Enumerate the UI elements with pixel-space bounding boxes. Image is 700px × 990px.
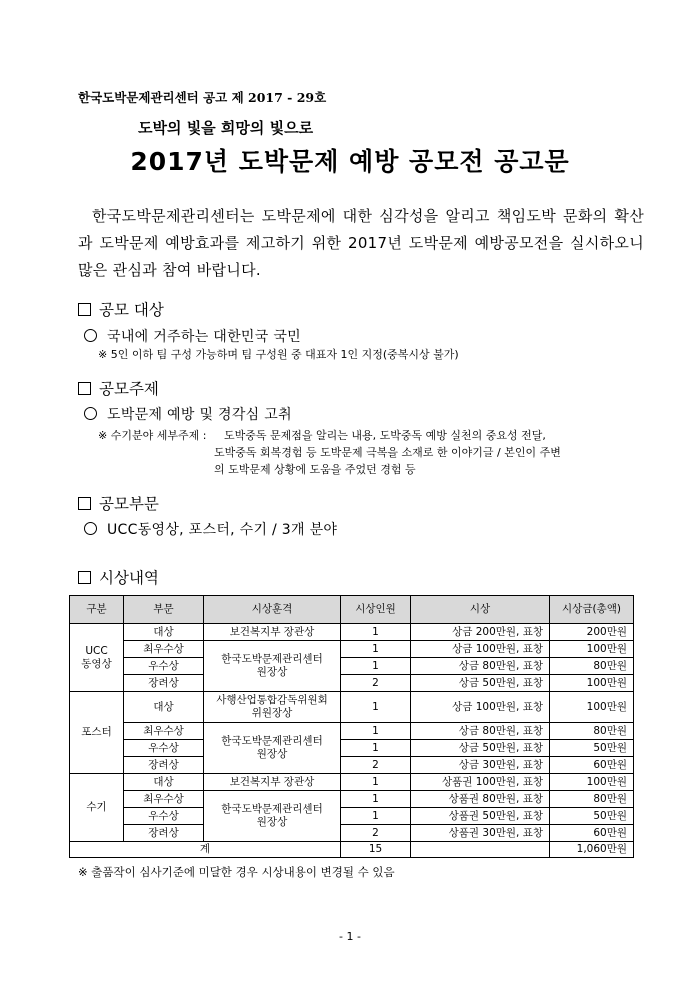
category-item bbox=[84, 519, 337, 539]
checkbox-square-icon bbox=[78, 303, 91, 316]
circle-bullet-icon bbox=[84, 329, 97, 342]
total-label-cell: 계 bbox=[70, 842, 341, 858]
honor-cell: 한국도박문제관리센터 원장상 bbox=[204, 791, 341, 842]
page-number: - 1 - bbox=[339, 930, 361, 943]
table-header-row bbox=[70, 596, 634, 624]
count-cell: 2 bbox=[341, 757, 411, 774]
amount-cell: 80만원 bbox=[550, 723, 634, 740]
part-cell: 최우수상 bbox=[124, 723, 204, 740]
section-awards-title: 시상내역 bbox=[99, 569, 159, 587]
prize-cell: 상금 80만원, 표창 bbox=[411, 723, 550, 740]
prize-cell: 상금 100만원, 표창 bbox=[411, 692, 550, 723]
amount-cell: 100만원 bbox=[550, 692, 634, 723]
theme-note-label: ※ 수기분야 세부주제 : bbox=[98, 429, 207, 442]
count-cell: 1 bbox=[341, 624, 411, 641]
header-cell: 시상인원 bbox=[341, 596, 411, 624]
section-category-heading bbox=[78, 492, 159, 514]
target-note: ※ 5인 이하 팀 구성 가능하며 팀 구성원 중 대표자 1인 지정(중복시상 불가) bbox=[98, 348, 459, 361]
table-row bbox=[70, 825, 634, 842]
checkbox-square-icon bbox=[78, 497, 91, 510]
count-cell: 1 bbox=[341, 641, 411, 658]
table-row bbox=[70, 692, 634, 723]
honor-cell: 한국도박문제관리센터 원장상 bbox=[204, 723, 341, 774]
prize-cell: 상품권 50만원, 표창 bbox=[411, 808, 550, 825]
table-row bbox=[70, 774, 634, 791]
theme-note-line-3: 의 도박문제 상황에 도움을 주었던 경험 등 bbox=[214, 463, 416, 476]
theme-item-text: 도박문제 예방 및 경각심 고취 bbox=[107, 407, 292, 423]
theme-note-line-1: 도박중독 문제점을 알리는 내용, 도박중독 예방 실천의 중요성 전달, bbox=[224, 429, 546, 442]
section-target-title: 공모 대상 bbox=[99, 301, 164, 319]
count-cell: 1 bbox=[341, 723, 411, 740]
prize-cell: 상금 200만원, 표창 bbox=[411, 624, 550, 641]
header-cell: 시상 bbox=[411, 596, 550, 624]
table-total-row bbox=[70, 842, 634, 858]
header-cell: 구분 bbox=[70, 596, 124, 624]
part-cell: 장려상 bbox=[124, 757, 204, 774]
category-item-text: UCC동영상, 포스터, 수기 / 3개 분야 bbox=[107, 522, 338, 538]
awards-table bbox=[69, 595, 634, 858]
table-row bbox=[70, 658, 634, 675]
count-cell: 2 bbox=[341, 825, 411, 842]
part-cell: 장려상 bbox=[124, 675, 204, 692]
slogan: 도박의 빛을 희망의 빛으로 bbox=[138, 119, 314, 137]
table-row bbox=[70, 723, 634, 740]
count-cell: 1 bbox=[341, 808, 411, 825]
amount-cell: 200만원 bbox=[550, 624, 634, 641]
amount-cell: 100만원 bbox=[550, 774, 634, 791]
section-theme-heading bbox=[78, 377, 159, 399]
checkbox-square-icon bbox=[78, 571, 91, 584]
prize-cell: 상품권 80만원, 표창 bbox=[411, 791, 550, 808]
table-row bbox=[70, 675, 634, 692]
prize-cell: 상금 50만원, 표창 bbox=[411, 675, 550, 692]
circle-bullet-icon bbox=[84, 522, 97, 535]
group-cell: UCC 동영상 bbox=[70, 624, 124, 692]
table-row bbox=[70, 791, 634, 808]
prize-cell: 상품권 100만원, 표창 bbox=[411, 774, 550, 791]
theme-item bbox=[84, 404, 292, 424]
part-cell: 대상 bbox=[124, 624, 204, 641]
header-cell: 시상훈격 bbox=[204, 596, 341, 624]
table-row bbox=[70, 740, 634, 757]
amount-cell: 100만원 bbox=[550, 641, 634, 658]
count-cell: 1 bbox=[341, 692, 411, 723]
target-item-text: 국내에 거주하는 대한민국 국민 bbox=[107, 329, 301, 345]
header-cell: 부문 bbox=[124, 596, 204, 624]
total-amount-cell: 1,060만원 bbox=[550, 842, 634, 858]
circle-bullet-icon bbox=[84, 407, 97, 420]
part-cell: 우수상 bbox=[124, 658, 204, 675]
amount-cell: 60만원 bbox=[550, 757, 634, 774]
notice-number: 한국도박문제관리센터 공고 제 2017 - 29호 bbox=[78, 90, 327, 105]
amount-cell: 80만원 bbox=[550, 658, 634, 675]
count-cell: 1 bbox=[341, 658, 411, 675]
amount-cell: 50만원 bbox=[550, 740, 634, 757]
total-count-cell: 15 bbox=[341, 842, 411, 858]
awards-footnote: ※ 출품작이 심사기준에 미달한 경우 시상내용이 변경될 수 있음 bbox=[78, 865, 395, 879]
header-cell: 시상금(총액) bbox=[550, 596, 634, 624]
amount-cell: 100만원 bbox=[550, 675, 634, 692]
section-target-heading bbox=[78, 298, 164, 320]
part-cell: 대상 bbox=[124, 774, 204, 791]
part-cell: 우수상 bbox=[124, 808, 204, 825]
group-cell: 수기 bbox=[70, 774, 124, 842]
honor-cell: 사행산업통합감독위원회 위원장상 bbox=[204, 692, 341, 723]
prize-cell: 상품권 30만원, 표창 bbox=[411, 825, 550, 842]
part-cell: 최우수상 bbox=[124, 791, 204, 808]
section-awards-heading bbox=[78, 566, 159, 588]
part-cell: 장려상 bbox=[124, 825, 204, 842]
theme-note-line-2: 도박중독 회복경험 등 도박문제 극복을 소재로 한 이야기글 / 본인이 주변 bbox=[214, 446, 561, 459]
count-cell: 1 bbox=[341, 740, 411, 757]
table-row bbox=[70, 641, 634, 658]
honor-cell: 보건복지부 장관상 bbox=[204, 624, 341, 641]
table-row bbox=[70, 757, 634, 774]
total-empty-cell bbox=[411, 842, 550, 858]
checkbox-square-icon bbox=[78, 382, 91, 395]
amount-cell: 50만원 bbox=[550, 808, 634, 825]
count-cell: 1 bbox=[341, 791, 411, 808]
intro-paragraph: 한국도박문제관리센터는 도박문제에 대한 심각성을 알리고 책임도박 문화의 확산과 도박문제 예방효과를 제고하기 위한 2017년 도박문제 예방공모전을 실시하오니 많은 관심과 참여 바랍니다. bbox=[78, 207, 644, 279]
amount-cell: 60만원 bbox=[550, 825, 634, 842]
honor-cell: 보건복지부 장관상 bbox=[204, 774, 341, 791]
prize-cell: 상금 100만원, 표창 bbox=[411, 641, 550, 658]
prize-cell: 상금 80만원, 표창 bbox=[411, 658, 550, 675]
part-cell: 최우수상 bbox=[124, 641, 204, 658]
prize-cell: 상금 30만원, 표창 bbox=[411, 757, 550, 774]
table-row bbox=[70, 808, 634, 825]
table-row bbox=[70, 624, 634, 641]
count-cell: 1 bbox=[341, 774, 411, 791]
count-cell: 2 bbox=[341, 675, 411, 692]
prize-cell: 상금 50만원, 표창 bbox=[411, 740, 550, 757]
group-cell: 포스터 bbox=[70, 692, 124, 774]
target-item bbox=[84, 326, 301, 346]
section-theme-title: 공모주제 bbox=[99, 380, 159, 398]
document-title: 2017년 도박문제 예방 공모전 공고문 bbox=[130, 147, 570, 176]
part-cell: 우수상 bbox=[124, 740, 204, 757]
honor-cell: 한국도박문제관리센터 원장상 bbox=[204, 641, 341, 692]
section-category-title: 공모부문 bbox=[99, 495, 159, 513]
part-cell: 대상 bbox=[124, 692, 204, 723]
amount-cell: 80만원 bbox=[550, 791, 634, 808]
